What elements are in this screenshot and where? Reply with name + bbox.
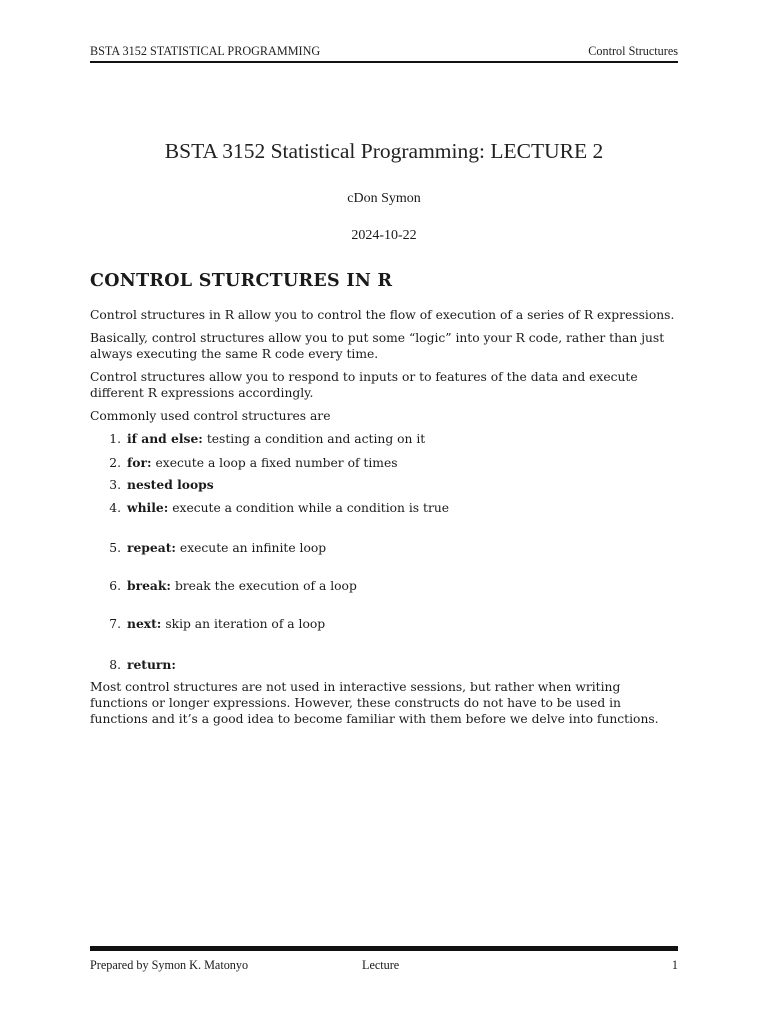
- list-item-number: 7.: [109, 617, 121, 631]
- list-item-term: break:: [127, 578, 171, 593]
- section-heading: CONTROL STURCTURES IN R: [90, 271, 393, 291]
- footer-label: Lecture: [362, 958, 400, 972]
- list-item: [104, 657, 664, 673]
- list-item: [104, 431, 664, 447]
- section-body: [90, 307, 678, 734]
- list-item-number: 2.: [109, 456, 121, 470]
- list-item-number: 8.: [109, 658, 121, 672]
- list-item-desc: execute an infinite loop: [179, 541, 327, 555]
- document-date: 2024-10-22: [351, 228, 417, 243]
- list-item-number: 5.: [109, 541, 121, 555]
- page-number: 1: [671, 958, 678, 972]
- list-item: [104, 455, 664, 471]
- list-item-desc: skip an iteration of a loop: [165, 617, 326, 631]
- document-author: cDon Symon: [347, 191, 421, 206]
- list-item-desc: execute a loop a fixed number of times: [155, 456, 398, 470]
- header-topic: Control Structures: [588, 44, 678, 58]
- list-item-term: next:: [127, 616, 162, 631]
- list-item-term: while:: [127, 500, 169, 515]
- list-item: [104, 500, 664, 516]
- list-item-desc: break the execution of a loop: [174, 579, 357, 593]
- footer-author: Prepared by Symon K. Matonyo: [90, 958, 249, 972]
- list-item-term: if and else:: [127, 431, 203, 446]
- list-item-number: 1.: [109, 432, 121, 446]
- page-header: [90, 44, 678, 59]
- list-item: [104, 616, 664, 632]
- header-rule: [90, 61, 678, 63]
- list-item-term: repeat:: [127, 540, 176, 555]
- paragraph-inputs: Control structures allow you to respond to inputs or to features of the data and execute different R expressions accordingly.: [90, 370, 638, 400]
- list-item: [104, 477, 664, 493]
- list-item-desc: testing a condition and acting on it: [206, 432, 426, 446]
- list-item-number: 4.: [109, 501, 121, 515]
- paragraph-list-intro: Commonly used control structures are: [90, 409, 331, 423]
- list-item-desc: execute a condition while a condition is true: [172, 501, 450, 515]
- list-item-term: return:: [127, 657, 176, 672]
- list-item-term: nested loops: [127, 477, 214, 492]
- paragraph-closing: Most control structures are not used in interactive sessions, but rather when writing functions or longer expressions. However, these constructs do not have to be used in functions and it’s a good idea to become familiar with them before we delve into functions.: [90, 680, 659, 726]
- list-item-term: for:: [127, 455, 152, 470]
- list-item-number: 6.: [109, 579, 121, 593]
- list-item: [104, 578, 664, 594]
- paragraph-logic: Basically, control structures allow you to put some “logic” into your R code, rather than just always executing the same R code every time.: [90, 331, 665, 361]
- document-title: BSTA 3152 Statistical Programming: LECTURE 2: [164, 139, 604, 163]
- header-course-title: BSTA 3152 STATISTICAL PROGRAMMING: [90, 44, 321, 58]
- footer-rule: [90, 946, 678, 951]
- list-item-number: 3.: [109, 478, 121, 492]
- control-structures-list: [90, 431, 678, 679]
- paragraph-intro: Control structures in R allow you to control the flow of execution of a series of R expressions.: [90, 308, 675, 322]
- list-item: [104, 540, 664, 556]
